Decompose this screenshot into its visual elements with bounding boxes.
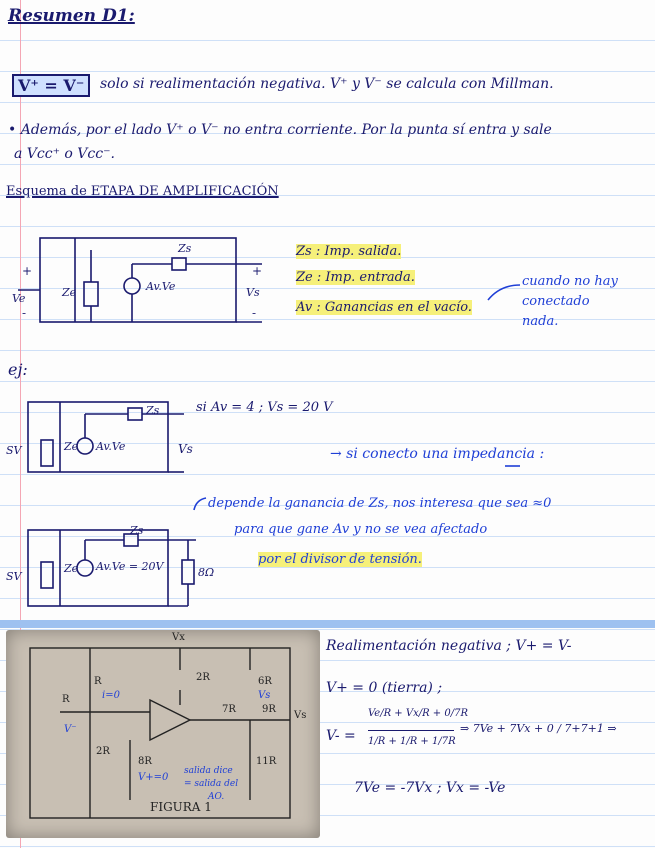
solution-line-2: V+ = 0 (tierra) ; (326, 680, 443, 696)
fig-annot-salida-1: salida dice (184, 766, 233, 776)
def-note-1: cuando no hay (522, 274, 618, 289)
solution-line-1: Realimentación negativa ; V+ = V- (326, 638, 572, 654)
page-title: Resumen D1: (8, 6, 135, 26)
example-arrow-text: → si conecto una impedancia : (330, 446, 545, 462)
example-label: ej: (8, 360, 28, 379)
rule-box: V⁺ = V⁻ (12, 74, 90, 97)
fig-label-r1: R (94, 676, 102, 687)
ex2-ze: Ze (64, 562, 79, 575)
ex1-ze: Ze (64, 440, 79, 453)
fig-label-r2: R (62, 694, 70, 705)
ex2-av: Av.Ve = 20V (96, 560, 164, 573)
ex1-av: Av.Ve (96, 440, 126, 453)
ex2-sv: SV (6, 570, 22, 583)
def-ze-text: Ze : Imp. entrada. (296, 270, 415, 285)
schema1-plus-in: + (22, 264, 33, 278)
ex2-load: 8Ω (198, 566, 215, 579)
fig-annot-vplus: V+=0 (138, 772, 169, 783)
solution-vminus: V- = (326, 728, 356, 744)
section-title: Esquema de ETAPA DE AMPLIFICACIÓN (6, 184, 279, 199)
rule-text: solo si realimentación negativa. V⁺ y V⁻ se calcula con Millman. (100, 76, 554, 92)
ex1-zs: Zs (146, 404, 160, 417)
fig-label-2r-left: 2R (96, 746, 110, 757)
note-line-2: a Vcc⁺ o Vcc⁻. (14, 146, 115, 162)
fig-label-2r-top: 2R (196, 672, 210, 683)
fig-label-7r: 7R (222, 704, 236, 715)
schema1-zs: Zs (178, 242, 192, 255)
note-line-1: • Además, por el lado V⁺ o V⁻ no entra corriente. Por la punta sí entra y sale (8, 122, 552, 138)
def-note-2: conectado (522, 294, 590, 309)
fig-annot-vminus: V⁻ (64, 724, 77, 735)
schema1-plus-out: + (252, 264, 263, 278)
schema1-ve: Ve (12, 292, 26, 305)
ex1-vs: Vs (178, 442, 193, 456)
fig-label-vs: Vs (294, 710, 307, 721)
ex2-zs: Zs (130, 524, 144, 537)
solution-denominator: 1/R + 1/R + 1/7R (368, 736, 456, 747)
fig-annot-salida-3: AO. (208, 792, 225, 802)
def-av-text: Av : Ganancias en el vacío. (296, 300, 472, 315)
schema1-minus-out: - (252, 306, 257, 320)
fig-annot-salida-2: = salida del (184, 779, 239, 789)
schema1-minus-in: - (22, 306, 27, 320)
schema1-av: Av.Ve (146, 280, 176, 293)
def-zs-text: Zs : Imp. salida. (296, 244, 402, 259)
solution-numerator: Ve/R + Vx/R + 0/7R (368, 708, 468, 719)
solution-line-4: 7Ve = -7Vx ; Vx = -Ve (354, 780, 506, 796)
ex2-note-2: para que gane Av y no se vea afectado (234, 522, 488, 537)
fig-annot-i0: i=0 (102, 690, 120, 701)
fig-label-vx: Vx (172, 632, 185, 643)
fig-label-11r: 11R (256, 756, 277, 767)
solution-result: ⇒ 7Ve + 7Vx + 0 / 7+7+1 ⇒ (460, 722, 617, 735)
fig-label-6r: 6R (258, 676, 272, 687)
fig-caption: FIGURA 1 (150, 800, 212, 814)
schema1-vs: Vs (246, 286, 260, 299)
def-note-3: nada. (522, 314, 559, 329)
schema1-ze: Ze (62, 286, 77, 299)
ex2-note-1: depende la ganancia de Zs, nos interesa que sea ≈0 (208, 496, 552, 511)
ex1-sv: SV (6, 444, 22, 457)
example-condition: si Av = 4 ; Vs = 20 V (196, 400, 333, 415)
ex2-note-3-text: por el divisor de tensión. (258, 552, 422, 567)
fig-label-8r: 8R (138, 756, 152, 767)
solution-fraction-bar (368, 730, 454, 731)
fig-label-9r: 9R (262, 704, 276, 715)
fig-annot-vs: Vs (258, 690, 271, 701)
